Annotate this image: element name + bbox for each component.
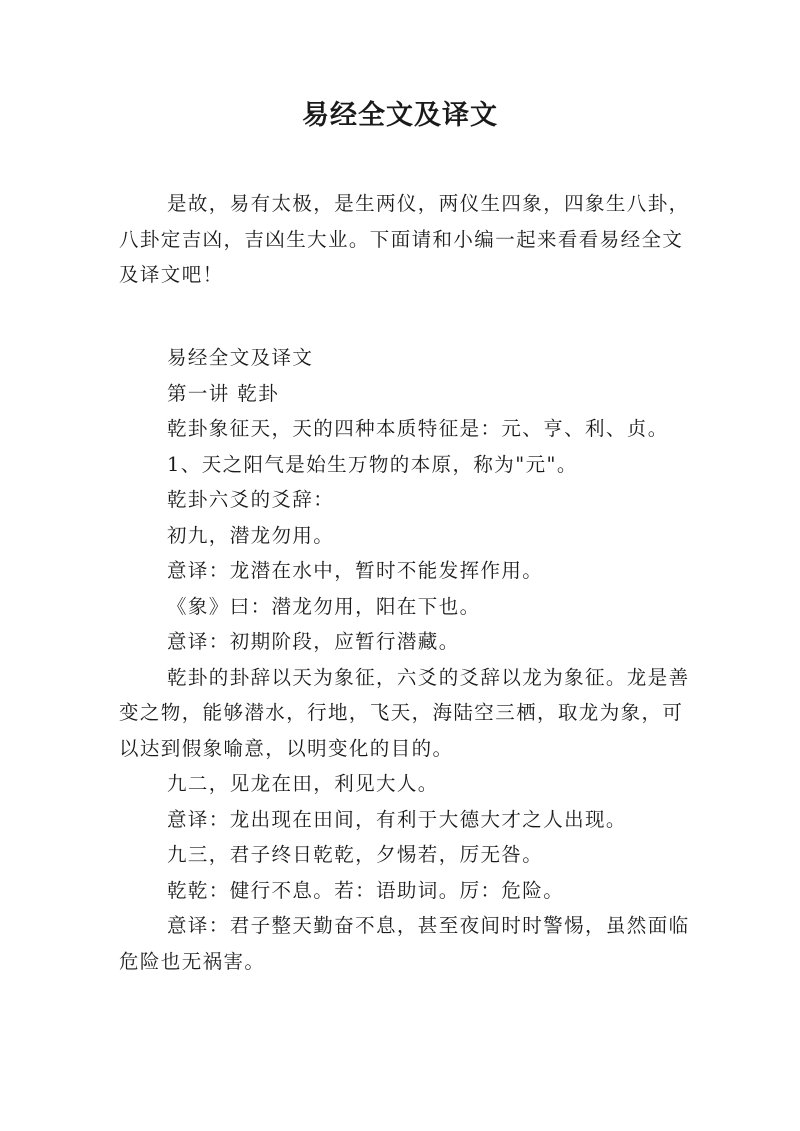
body-paragraph: 意译：龙出现在田间，有利于大德大才之人出现。 (167, 807, 627, 831)
body-paragraph: 意译：君子整天勤奋不息，甚至夜间时时警惕，虽然面临危险也无祸害。 (119, 914, 690, 973)
body-paragraph: 乾乾：健行不息。若：语助词。厉：危险。 (167, 878, 565, 902)
body-paragraph: 意译：初期阶段，应暂行潜藏。 (167, 630, 460, 653)
body-paragraph: 《象》曰：潜龙勿用，阳在下也。 (167, 594, 481, 618)
document-body (119, 340, 699, 979)
document-title: 易经全文及译文 (302, 100, 498, 131)
body-paragraph: 初九，潜龙勿用。 (167, 523, 335, 547)
lecture-heading: 第一讲 乾卦 (167, 381, 280, 405)
section-heading: 易经全文及译文 (167, 346, 314, 369)
body-paragraph: 乾卦六爻的爻辞： (167, 488, 335, 511)
body-paragraph: 乾卦的卦辞以天为象征，六爻的爻辞以龙为象征。龙是善变之物，能够潜水，行地，飞天，海陆空三栖，取龙为象，可以达到假象喻意，以明变化的目的。 (119, 665, 690, 760)
body-paragraph: 乾卦象征天，天的四种本质特征是：元、亨、利、贞。 (167, 417, 669, 440)
intro-paragraph: 是故，易有太极，是生两仪，两仪生四象，四象生八卦，八卦定吉凶，吉凶生大业。下面请和小编一起来看看易经全文及译文吧！ (119, 192, 690, 286)
body-paragraph: 意译：龙潜在水中，暂时不能发挥作用。 (167, 559, 544, 582)
body-paragraph: 九三，君子终日乾乾，夕惕若，厉无咎。 (167, 843, 544, 866)
body-paragraph: 九二，见龙在田，利见大人。 (167, 772, 439, 795)
body-paragraph: 1、天之阳气是始生万物的本原，称为"元"。 (167, 452, 578, 476)
